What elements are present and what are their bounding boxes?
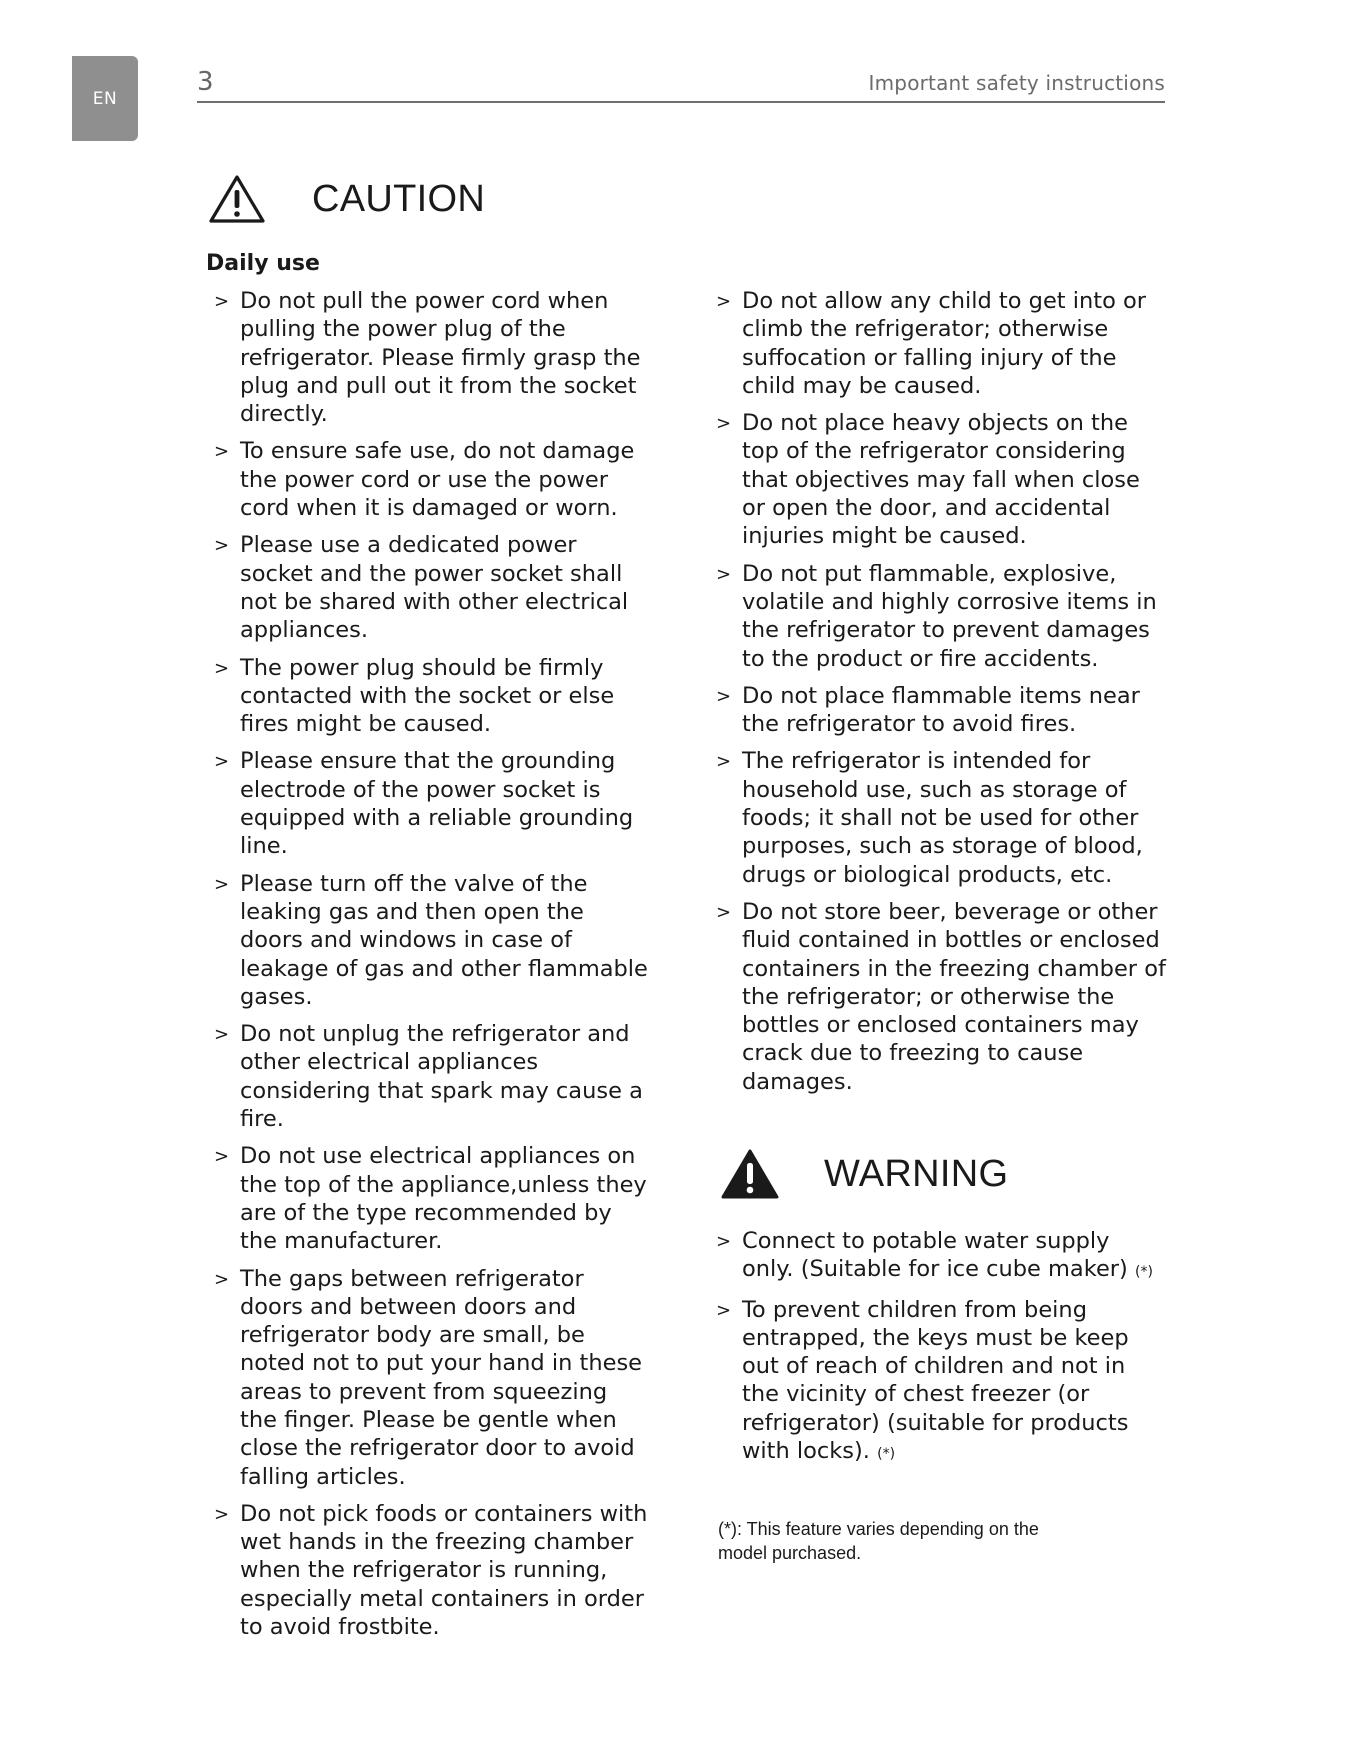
bullet-marker: > xyxy=(214,1503,230,1525)
list-item-text: Do not pull the power cord when pulling the power plug of the refrigerator. Please firmly grasp the plug and pull out it from the socket directly. xyxy=(240,288,641,428)
bullet-marker: > xyxy=(716,1231,732,1252)
list-item-text: Do not place heavy objects on the top of the refrigerator considering that objectives may fall when close or open the door, and accidental injuries might be caused. xyxy=(742,410,1140,550)
list-item-text: Do not pick foods or containers with wet hands in the freezing chamber when the refrigerator is running, especially metal containers in order to avoid frostbite. xyxy=(240,1500,648,1641)
list-item xyxy=(210,1500,650,1641)
list-item xyxy=(712,1296,1167,1469)
bullet-marker: > xyxy=(716,901,732,923)
list-item-text: Do not store beer, beverage or other fluid contained in bottles or enclosed containers in the freezing chamber of the refrigerator; or otherwise the bottles or enclosed containers may crack due to freezing to cause damages. xyxy=(742,898,1166,1095)
list-item xyxy=(210,654,650,739)
list-item xyxy=(210,437,650,522)
list-item xyxy=(210,1142,650,1255)
caution-heading xyxy=(208,174,485,224)
bullet-marker: > xyxy=(214,1268,230,1290)
list-item-text: To prevent children from being entrapped, the keys must be keep out of reach of children and not in the vicinity of chest freezer (or refrigerator) (suitable for products with locks). xyxy=(742,1296,1129,1465)
bullet-marker: > xyxy=(716,685,732,707)
list-item xyxy=(712,682,1167,739)
bullet-marker: > xyxy=(214,1146,230,1168)
footnote: (*): This feature varies depending on the model purchased. xyxy=(718,1519,1039,1563)
list-item xyxy=(210,870,650,1011)
list-item-text: The refrigerator is intended for household use, such as storage of foods; it shall not be used for other purposes, such as storage of blood, drugs or biological products, etc. xyxy=(742,748,1143,888)
header-divider xyxy=(197,101,1165,103)
bullet-marker: > xyxy=(716,413,732,435)
bullet-marker: > xyxy=(214,1024,230,1046)
section-title: Important safety instructions xyxy=(868,71,1165,95)
list-item-text: Do not unplug the refrigerator and other electrical appliances considering that spark may cause a fire. xyxy=(240,1021,643,1133)
list-item-text: Please use a dedicated power socket and the power socket shall not be shared with other electrical appliances. xyxy=(240,532,629,644)
list-item xyxy=(712,409,1167,550)
bullet-marker: > xyxy=(716,751,732,773)
list-item-text: Please turn off the valve of the leaking gas and then open the doors and windows in case of leakage of gas and other flammable gases. xyxy=(240,870,648,1010)
language-tab: EN xyxy=(72,56,138,141)
caution-left-column xyxy=(210,287,650,1650)
list-item-text: Do not use electrical appliances on the top of the appliance,unless they are of the type recommended by the manufacturer. xyxy=(240,1143,647,1255)
bullet-marker: > xyxy=(214,657,230,679)
daily-use-heading: Daily use xyxy=(206,251,320,276)
list-item-text: Connect to potable water supply only. (Suitable for ice cube maker) xyxy=(742,1228,1128,1283)
list-item-text: Do not put flammable, explosive, volatile and highly corrosive items in the refrigerator to prevent damages to the product or fire accidents. xyxy=(742,560,1157,672)
list-item xyxy=(712,1227,1167,1287)
page-number: 3 xyxy=(197,67,214,97)
list-item-text: To ensure safe use, do not damage the power cord or use the power cord when it is damaged or worn. xyxy=(240,438,635,522)
list-item-text: Do not place flammable items near the refrigerator to avoid fires. xyxy=(742,682,1140,738)
warning-triangle-outline-icon xyxy=(208,174,266,224)
caution-title: CAUTION xyxy=(312,177,486,220)
feature-note: (*) xyxy=(1134,1264,1153,1281)
list-item xyxy=(210,1265,650,1491)
list-item xyxy=(712,287,1167,400)
list-item xyxy=(210,531,650,644)
caution-right-column xyxy=(712,287,1167,1105)
warning-list xyxy=(712,1227,1167,1468)
caution-left-list xyxy=(210,287,650,1641)
bullet-marker: > xyxy=(716,1299,732,1321)
bullet-marker: > xyxy=(214,535,230,557)
bullet-marker: > xyxy=(716,291,732,312)
warning-heading xyxy=(720,1148,1008,1200)
list-item-text: The gaps between refrigerator doors and between doors and refrigerator body are small, be noted not to put your hand in these areas to prevent from squeezing the finger. Please be gentle when close the refrigerator door to avoid falling articles. xyxy=(240,1265,643,1490)
bullet-marker: > xyxy=(214,751,230,773)
warning-title: WARNING xyxy=(824,1152,1009,1195)
list-item-text: Do not allow any child to get into or climb the refrigerator; otherwise suffocation or falling injury of the child may be caused. xyxy=(742,288,1147,399)
list-item xyxy=(712,898,1167,1096)
list-item xyxy=(712,560,1167,673)
list-item-text: Please ensure that the grounding electrode of the power socket is equipped with a reliable grounding line. xyxy=(240,748,634,860)
caution-right-list xyxy=(712,287,1167,1096)
feature-note: (*) xyxy=(877,1446,896,1463)
list-item xyxy=(210,747,650,860)
list-item xyxy=(210,287,650,428)
bullet-marker: > xyxy=(716,563,732,585)
bullet-marker: > xyxy=(214,873,230,895)
list-item xyxy=(210,1020,650,1133)
list-item xyxy=(712,747,1167,888)
list-item-text: The power plug should be firmly contacted with the socket or else fires might be caused. xyxy=(240,654,615,738)
warning-column xyxy=(712,1227,1167,1477)
bullet-marker: > xyxy=(214,291,230,312)
warning-triangle-filled-icon xyxy=(720,1148,780,1200)
bullet-marker: > xyxy=(214,441,230,463)
